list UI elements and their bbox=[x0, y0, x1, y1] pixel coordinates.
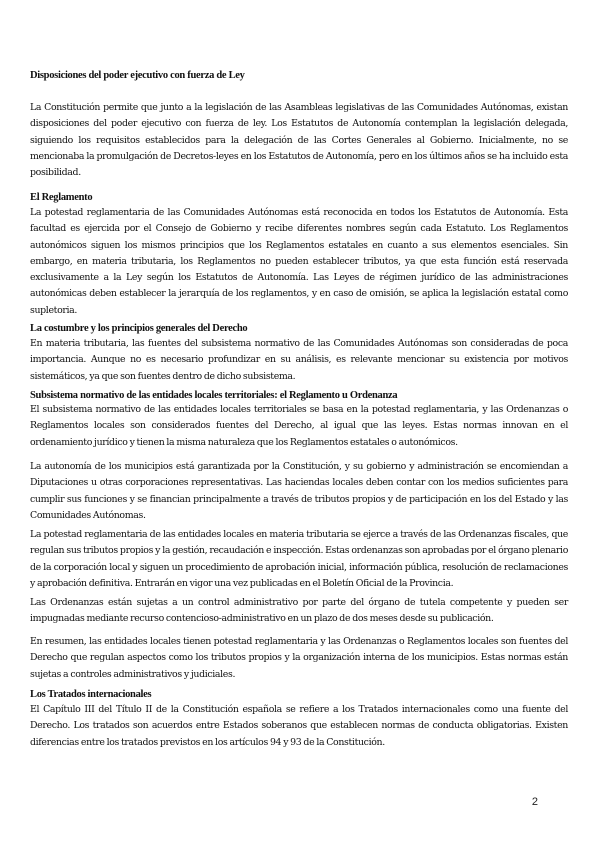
heading-tratados-internacionales: Los Tratados internacionales bbox=[30, 689, 152, 700]
heading-disposiciones-poder-ejecutivo: Disposiciones del poder ejecutivo con fuerza de Ley bbox=[30, 70, 245, 81]
paragraph-subsistema-4: Las Ordenanzas están sujetas a un control administrativo por parte del órgano de tutela competente y pueden ser impugnadas mediante recurso contencioso-administrativo en un plazo de dos meses desde su publicación. bbox=[30, 597, 568, 625]
paragraph-costumbre: En materia tributaria, las fuentes del subsistema normativo de las Comunidades Autónomas son consideradas de poca importancia. Aunque no es necesario profundizar en su análisis, es relevante mencionar su existencia por motivos sistemáticos, ya que son fuentes dentro de dicho subsistema. bbox=[30, 338, 568, 382]
paragraph-tratados: El Capítulo III del Título II de la Constitución española se refiere a los Tratados internacionales como una fuente del Derecho. Los tratados son acuerdos entre Estados soberanos que establecen normas de conducta obligatorias. Existen diferencias entre los tratados previstos en los artículos 94 y 93 de la Constitución. bbox=[30, 704, 568, 748]
paragraph-subsistema-1: El subsistema normativo de las entidades locales territoriales se basa en la potestad reglamentaria, y las Ordenanzas o Reglamentos locales son considerados fuentes del Derecho, al igual que las leyes. Estas normas innovan en el ordenamiento jurídico y tienen la misma naturaleza que los Reglamentos estatales o autonómicos. bbox=[30, 404, 568, 448]
paragraph-subsistema-2: La autonomía de los municipios está garantizada por la Constitución, y su gobierno y administración se encomiendan a Diputaciones u otras corporaciones representativas. Las haciendas locales deben contar con los medios suficientes para cumplir sus funciones y se financian principalmente a través de tributos propios y de participación en los del Estado y las Comunidades Autónomas. bbox=[30, 461, 568, 521]
paragraph-disposiciones: La Constitución permite que junto a la legislación de las Asambleas legislativas de las Comunidades Autónomas, existan disposiciones del poder ejecutivo con fuerza de ley. Los Estatutos de Autonomía contemplan la legislación delegada, siguiendo los requisitos establecidos para la delegación de las Cortes Generales al Gobierno. Inicialmente, no se mencionaba la promulgación de Decretos-leyes en los Estatutos de Autonomía, pero en los últimos años se ha incluido esta posibilidad. bbox=[30, 102, 568, 179]
heading-costumbre-principios: La costumbre y los principios generales del Derecho bbox=[30, 323, 248, 334]
paragraph-reglamento: La potestad reglamentaria de las Comunidades Autónomas está reconocida en todos los Estatutos de Autonomía. Esta facultad es ejercida por el Consejo de Gobierno y recibe diferentes nombres según cada Estatuto. Los Reglamentos autonómicos siguen los mismos principios que los Reglamentos estatales en cuanto a sus elementos esenciales. Sin embargo, en materia tributaria, los Reglamentos no pueden establecer tributos, ya que esta función está reservada exclusivamente a la Ley según los Estatutos de Autonomía. Las Leyes de régimen jurídico de las administraciones autonómicas deben establecer la jerarquía de los reglamentos, y en caso de omisión, se aplica la legislación estatal como supletoria. bbox=[30, 207, 568, 316]
paragraph-subsistema-3: La potestad reglamentaria de las entidades locales en materia tributaria se ejerce a través de las Ordenanzas fiscales, que regulan sus tributos propios y la gestión, recaudación e inspección. Estas ordenanzas son aprobadas por el órgano plenario de la corporación local y siguen un procedimiento de aprobación inicial, información pública, resolución de reclamaciones y aprobación definitiva. Entrarán en vigor una vez publicadas en el Boletín Oficial de la Provincia. bbox=[30, 529, 568, 589]
heading-reglamento: El Reglamento bbox=[30, 192, 93, 203]
paragraph-subsistema-5: En resumen, las entidades locales tienen potestad reglamentaria y las Ordenanzas o Reglamentos locales son fuentes del Derecho que regulan aspectos como los tributos propios y la organización interna de los municipios. Estas normas están sujetas a controles administrativos y judiciales. bbox=[30, 636, 568, 680]
heading-subsistema-entidades-locales: Subsistema normativo de las entidades locales territoriales: el Reglamento u Ordenanza bbox=[30, 390, 398, 401]
page-number: 2 bbox=[531, 796, 538, 808]
